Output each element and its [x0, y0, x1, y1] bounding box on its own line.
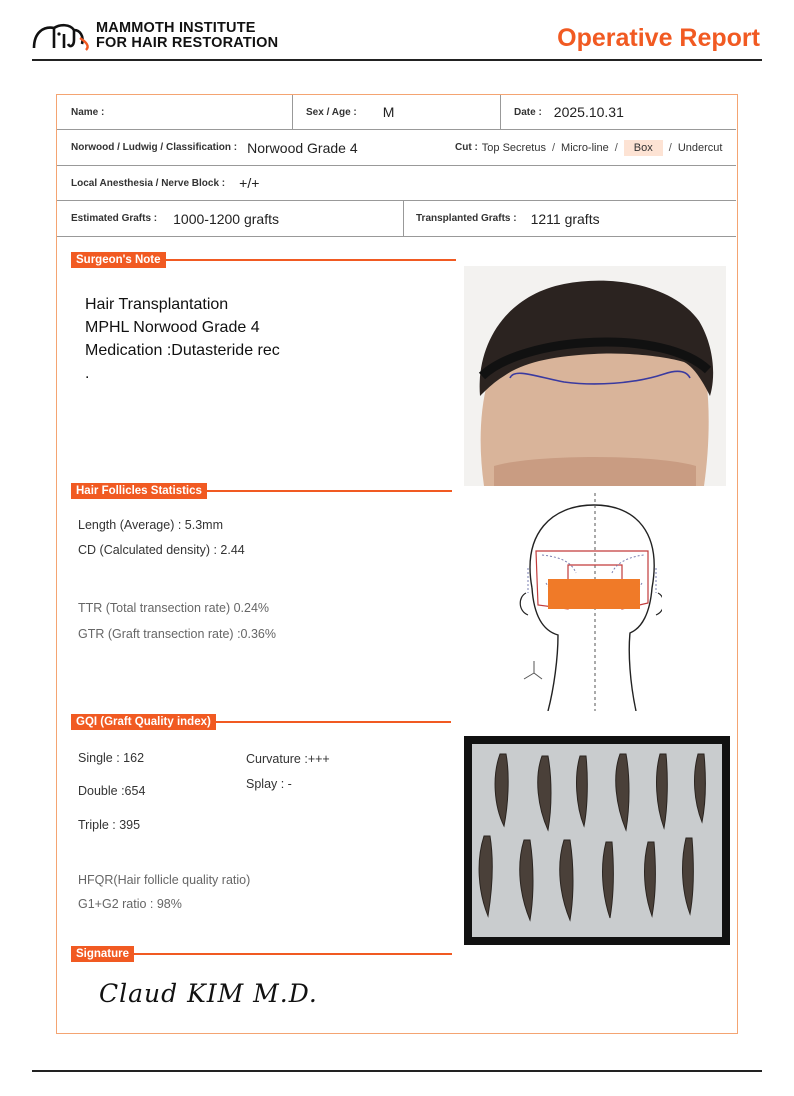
logo-text — [96, 21, 278, 51]
stat-gtr: GTR (Graft transection rate) :0.36% — [78, 627, 276, 641]
classification-value: Norwood Grade 4 — [247, 139, 358, 156]
transplanted-grafts-label: Transplanted Grafts : — [416, 213, 517, 224]
signature-label: Signature — [71, 946, 134, 962]
top-divider — [32, 59, 762, 61]
sexage-field — [306, 95, 394, 129]
cut-separator: / — [551, 141, 556, 154]
gqi-triple: Triple : 395 — [78, 818, 141, 832]
note-line: Medication :Dutasteride rec — [85, 342, 280, 359]
section-rule — [166, 259, 456, 261]
stat-cd: CD (Calculated density) : 2.44 — [78, 543, 245, 557]
gqi-hfqr: HFQR(Hair follicle quality ratio) — [78, 873, 251, 887]
gqi-label: GQI (Graft Quality index) — [71, 714, 216, 730]
cut-option-top-secretus: Top Secretus — [481, 141, 546, 154]
anesthesia-label: Local Anesthesia / Nerve Block : — [71, 177, 226, 189]
institute-logo — [30, 20, 290, 54]
cut-option-micro-line: Micro-line — [561, 141, 609, 154]
date-label: Date : — [514, 106, 542, 118]
info-row-classification — [57, 130, 736, 166]
stat-ttr: TTR (Total transection rate) 0.24% — [78, 601, 270, 615]
logo-line-2: FOR HAIR RESTORATION — [96, 35, 279, 51]
cut-separator: / — [614, 141, 618, 154]
mammoth-logo-icon — [30, 22, 92, 52]
surgeon-note-label: Surgeon's Note — [71, 252, 166, 268]
section-rule — [134, 953, 452, 955]
surgeon-note-heading — [71, 251, 456, 269]
estimated-grafts-label: Estimated Grafts : — [71, 213, 158, 224]
surgeon-signature: Claud KIM M.D. — [99, 979, 318, 1008]
gqi-single: Single : 162 — [78, 751, 145, 765]
name-label: Name : — [71, 106, 105, 118]
classification-label: Norwood / Ludwig / Classification : — [71, 142, 238, 153]
estimated-grafts-value: 1000-1200 grafts — [173, 210, 279, 227]
signature-heading — [71, 945, 452, 963]
graft-samples-photo — [464, 736, 730, 945]
divider — [500, 95, 501, 129]
bottom-divider — [32, 1070, 762, 1072]
sexage-value: M — [382, 104, 395, 120]
cut-separator: / — [668, 141, 672, 154]
cut-label: Cut : — [455, 142, 478, 153]
info-row-name — [57, 95, 736, 130]
note-line: Hair Transplantation — [85, 296, 229, 313]
report-frame — [56, 94, 738, 1034]
cut-option-box-selected: Box — [624, 140, 663, 156]
stat-length: Length (Average) : 5.3mm — [78, 518, 223, 532]
surgeon-note-text — [85, 293, 280, 385]
logo-line-1: MAMMOTH INSTITUTE — [96, 20, 256, 36]
anesthesia-field — [71, 166, 259, 200]
divider — [403, 201, 404, 236]
follicle-stats-label: Hair Follicles Statistics — [71, 483, 207, 499]
sexage-label: Sex / Age : — [306, 106, 357, 118]
date-value: 2025.10.31 — [553, 104, 624, 120]
date-field — [514, 95, 624, 129]
donor-area-diagram — [512, 493, 662, 711]
classification-field — [71, 130, 358, 165]
follicle-stats-heading — [71, 482, 452, 500]
cut-option-undercut: Undercut — [677, 141, 723, 154]
transplanted-grafts-value: 1211 grafts — [530, 210, 600, 227]
transplanted-grafts-field — [416, 201, 600, 236]
name-field — [71, 95, 114, 129]
note-line: . — [85, 365, 90, 382]
gqi-g1g2-ratio: G1+G2 ratio : 98% — [78, 897, 182, 911]
estimated-grafts-field — [71, 201, 279, 236]
section-rule — [216, 721, 451, 723]
info-row-grafts — [57, 201, 736, 237]
note-line: MPHL Norwood Grade 4 — [85, 319, 260, 336]
report-title: Operative Report — [557, 24, 760, 52]
gqi-heading — [71, 713, 451, 731]
scalp-hairline-photo — [464, 266, 726, 486]
section-rule — [207, 490, 452, 492]
cut-field — [455, 130, 722, 165]
info-row-anesthesia — [57, 166, 736, 201]
divider — [292, 95, 293, 129]
gqi-double: Double :654 — [78, 784, 146, 798]
gqi-curvature: Curvature :+++ — [246, 752, 330, 766]
anesthesia-value: +/+ — [239, 175, 260, 191]
gqi-splay: Splay : - — [246, 777, 292, 791]
